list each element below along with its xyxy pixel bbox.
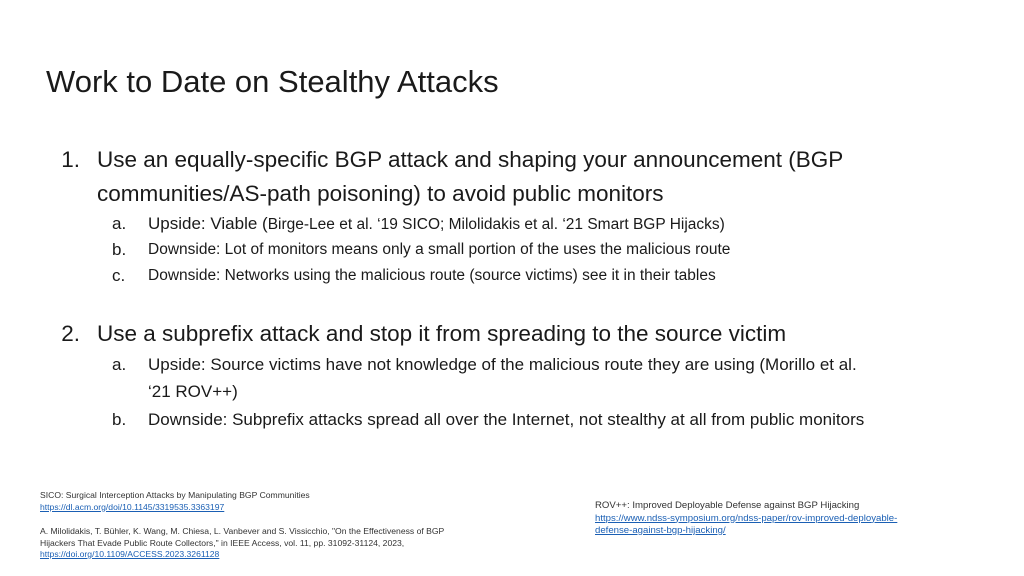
list-number: 2. [61, 321, 80, 346]
sublist-marker: a. [112, 214, 127, 233]
sublist-marker: b. [112, 240, 127, 259]
sublist-item-lead: Upside: Viable ( [148, 214, 268, 233]
sublist-item-text: Downside: Lot of monitors means only a small portion of the uses the malicious route [148, 241, 731, 258]
reference-link[interactable]: https://dl.acm.org/doi/10.1145/3319535.3363197 [40, 501, 225, 512]
reference-rovpp [595, 500, 897, 538]
list-item-text: Use a subprefix attack and stop it from spreading to the source victim [97, 321, 787, 346]
list-item-text: Use an equally-specific BGP attack and shaping your announcement (BGP [97, 147, 844, 172]
slide-title: Work to Date on Stealthy Attacks [46, 64, 499, 99]
reference-title: SICO: Surgical Interception Attacks by Manipulating BGP Communities [40, 490, 310, 500]
sublist-item-text: Downside: Subprefix attacks spread all over the Internet, not stealthy at all from public monitors [148, 410, 865, 429]
sublist-marker: c. [112, 266, 126, 285]
reference-link[interactable]: https://doi.org/10.1109/ACCESS.2023.3261128 [40, 549, 220, 559]
sublist-item-text: Downside: Networks using the malicious route (source victims) see it in their tables [148, 267, 716, 284]
sublist-item-citation: Birge-Lee et al. ‘19 SICO; Milolidakis et al. ‘21 Smart BGP Hijacks) [267, 216, 725, 233]
sublist-item-text [148, 211, 725, 238]
list-number: 1. [61, 147, 80, 172]
reference-text: A. Milolidakis, T. Bühler, K. Wang, M. Chiesa, L. Vanbever and S. Vissicchio, "On the Effectiveness of BGP [40, 526, 445, 536]
reference-text: Hijackers That Evade Public Route Collectors," in IEEE Access, vol. 11, pp. 31092-31124, 2023, [40, 537, 405, 548]
reference-milolidakis [40, 526, 444, 561]
reference-sico [40, 490, 310, 513]
sublist-item-text: Upside: Source victims have not knowledge of the malicious route they are using (Morillo et al. [148, 355, 857, 374]
reference-title: ROV++: Improved Deployable Defense against BGP Hijacking [595, 500, 860, 511]
reference-link[interactable]: defense-against-bgp-hijacking/ [595, 525, 726, 536]
reference-link[interactable]: https://www.ndss-symposium.org/ndss-paper/rov-improved-deployable- [595, 512, 898, 524]
sublist-marker: b. [112, 410, 127, 429]
sublist-item-text: ‘21 ROV++) [148, 382, 238, 401]
list-item-text: communities/AS-path poisoning) to avoid public monitors [97, 181, 664, 206]
sublist-marker: a. [112, 355, 127, 374]
